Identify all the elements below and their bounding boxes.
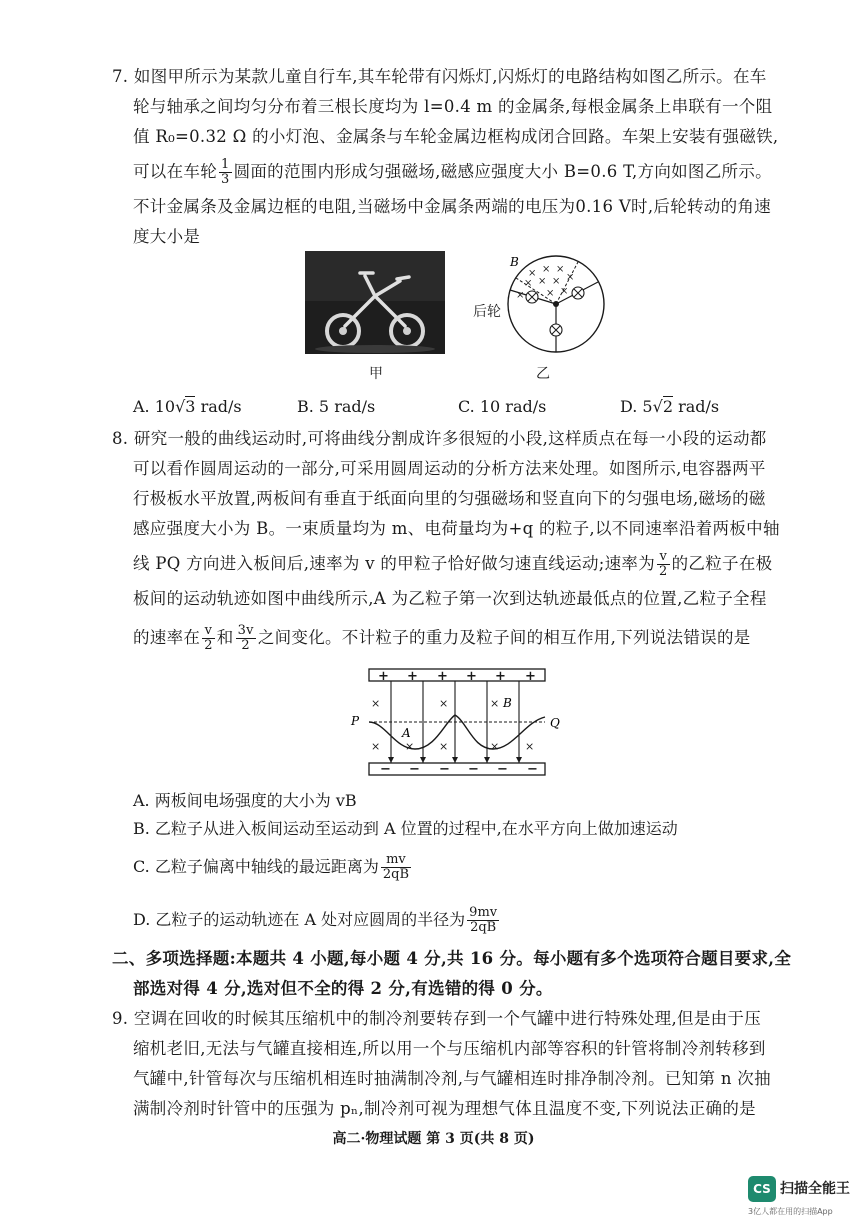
svg-text:×: × [560,286,569,297]
lamp-icon [526,291,538,303]
lamp-icon [572,287,584,299]
q8-line-1: 8. 研究一般的曲线运动时,可将曲线分割成许多很短的小段,这样质点在每一小段的运动都 [112,429,767,448]
q7-line-4 [133,158,772,187]
svg-text:−: − [409,762,420,777]
section-2-heading-line-1: 二、多项选择题:本题共 4 小题,每小题 4 分,共 16 分。每小题有多个选项符合题目要求,全 [112,949,792,968]
q8-line-2: 可以看作圆周运动的一部分,可采用圆周运动的分析方法来处理。如图所示,电容器两平 [133,459,766,478]
svg-text:×: × [524,278,533,289]
svg-text:×: × [371,697,381,710]
figure-b-caption: 乙 [536,366,550,382]
svg-text:×: × [439,697,449,710]
q7-line-3: 值 R₀=0.32 Ω 的小灯泡、金属条与车轮金属边框构成闭合回路。车架上安装有强磁铁, [133,127,779,146]
svg-text:×: × [528,268,537,279]
q7-line-2: 轮与轴承之间均匀分布着三根长度均为 l=0.4 m 的金属条,每根金属条上串联有一个阻 [133,97,773,116]
rear-wheel-label: 后轮 [473,304,501,320]
q8-option-b[interactable]: B. 乙粒子从进入板间运动至运动到 A 位置的过程中,在水平方向上做加速运动 [133,819,678,838]
svg-text:×: × [566,272,575,283]
svg-text:×: × [525,740,535,753]
q7-option-a[interactable]: A. 10√3 rad/s [133,397,242,416]
svg-text:+: + [466,669,477,684]
q9-line-4: 满制冷剂时针管中的压强为 pₙ,制冷剂可视为理想气体且温度不变,下列说法正确的是 [133,1099,756,1118]
b-field-label: B [510,255,519,269]
q7-line-4-start: 可以在车轮 [133,162,217,181]
q7-option-d[interactable]: D. 5√2 rad/s [620,397,720,416]
sqrt-icon: √ [175,397,186,416]
svg-text:+: + [495,669,506,684]
fraction-v-over-2: $\frac{v}{2}$ [659,549,668,579]
label-a: A [402,726,411,740]
q8-line-4: 感应强度大小为 B。一束质量均为 m、电荷量均为+q 的粒子,以不同速率沿着两板中轴 [133,519,780,538]
label-b: B [503,696,512,710]
figure-a-caption: 甲 [369,366,383,382]
svg-text:×: × [439,740,449,753]
q8-option-d[interactable]: D. 乙粒子的运动轨迹在 A 处对应圆周的半径为 $\frac{9mv}{2qB}$ [133,905,498,935]
magnetic-field-crosses [516,264,574,301]
q7-line-5: 不计金属条及金属边框的电阻,当磁场中金属条两端的电压为0.16 V时,后轮转动的角速 [133,197,771,216]
q8-option-a[interactable]: A. 两板间电场强度的大小为 vB [133,791,357,810]
svg-text:×: × [405,740,415,753]
q9-line-3: 气罐中,针管每次与压缩机相连时抽满制冷剂,与气罐相连时排净制冷剂。已知第 n 次抽 [133,1069,771,1088]
label-q: Q [550,716,560,730]
svg-text:×: × [546,288,555,299]
q9-line-1: 9. 空调在回收的时候其压缩机中的制冷剂要转存到一个气罐中进行特殊处理,但是由于压 [112,1009,762,1028]
section-2-heading-line-2: 部选对得 4 分,选对但不全的得 2 分,有选错的得 0 分。 [133,979,553,998]
q7-line-1: 7. 如图甲所示为某款儿童自行车,其车轮带有闪烁灯,闪烁灯的电路结构如图乙所示。在车 [112,67,767,86]
q8-line-6: 板间的运动轨迹如图中曲线所示,A 为乙粒子第一次到达轨迹最低点的位置,乙粒子全程 [133,589,767,608]
svg-text:×: × [542,264,551,275]
svg-text:−: − [468,762,479,777]
svg-text:×: × [371,740,381,753]
svg-text:×: × [490,697,500,710]
svg-text:−: − [380,762,391,777]
fraction-one-third: $\frac{1}{3}$ [221,157,230,187]
q7-option-c[interactable]: C. 10 rad/s [458,397,547,416]
q8-line-7: 的速率在 $\frac{v}{2}$ 和 $\frac{3v}{2}$ 之间变化。不计粒子的重力及粒子间的相互作用,下列说法错误的是 [133,623,751,653]
svg-text:+: + [437,669,448,684]
q8-line-3: 行极板水平放置,两板间有垂直于纸面向里的匀强磁场和竖直向下的匀强电场,磁场的磁 [133,489,766,508]
svg-text:×: × [556,264,565,275]
svg-text:×: × [552,276,561,287]
svg-text:−: − [497,762,508,777]
svg-text:+: + [407,669,418,684]
watermark-name: 扫描全能王 [780,1181,850,1197]
q7-line-6: 度大小是 [133,227,201,246]
svg-text:−: − [527,762,538,777]
sqrt-icon: √ [652,397,663,416]
q7-line-4-end: 圆面的范围内形成匀强磁场,磁感应强度大小 B=0.6 T,方向如图乙所示。 [233,162,772,181]
q7-option-b[interactable]: B. 5 rad/s [297,397,376,416]
q8-line-5: 线 PQ 方向进入板间后,速率为 v 的甲粒子恰好做匀速直线运动;速率为 $\frac{v}{2}$ 的乙粒子在极 [133,549,773,579]
page-footer: 高二·物理试题 第 3 页(共 8 页) [332,1131,535,1147]
svg-text:×: × [538,276,547,287]
svg-text:+: + [525,669,536,684]
q8-option-c[interactable]: C. 乙粒子偏离中轴线的最远距离为 $\frac{mv}{2qB}$ [133,852,410,882]
svg-text:+: + [378,669,389,684]
svg-text:×: × [516,290,525,301]
capacitor-diagram [345,665,560,780]
svg-text:×: × [490,740,500,753]
bicycle-photo [305,251,445,354]
watermark-subtitle: 3亿人都在用的扫描App [748,1207,833,1216]
camscanner-logo-icon: CS [748,1176,776,1202]
svg-text:−: − [439,762,450,777]
q9-line-2: 缩机老旧,无法与气罐直接相连,所以用一个与压缩机内部等容积的针管将制冷剂转移到 [133,1039,766,1058]
label-p: P [351,714,360,728]
lamp-icon [550,324,562,336]
scanner-watermark [748,1176,858,1216]
